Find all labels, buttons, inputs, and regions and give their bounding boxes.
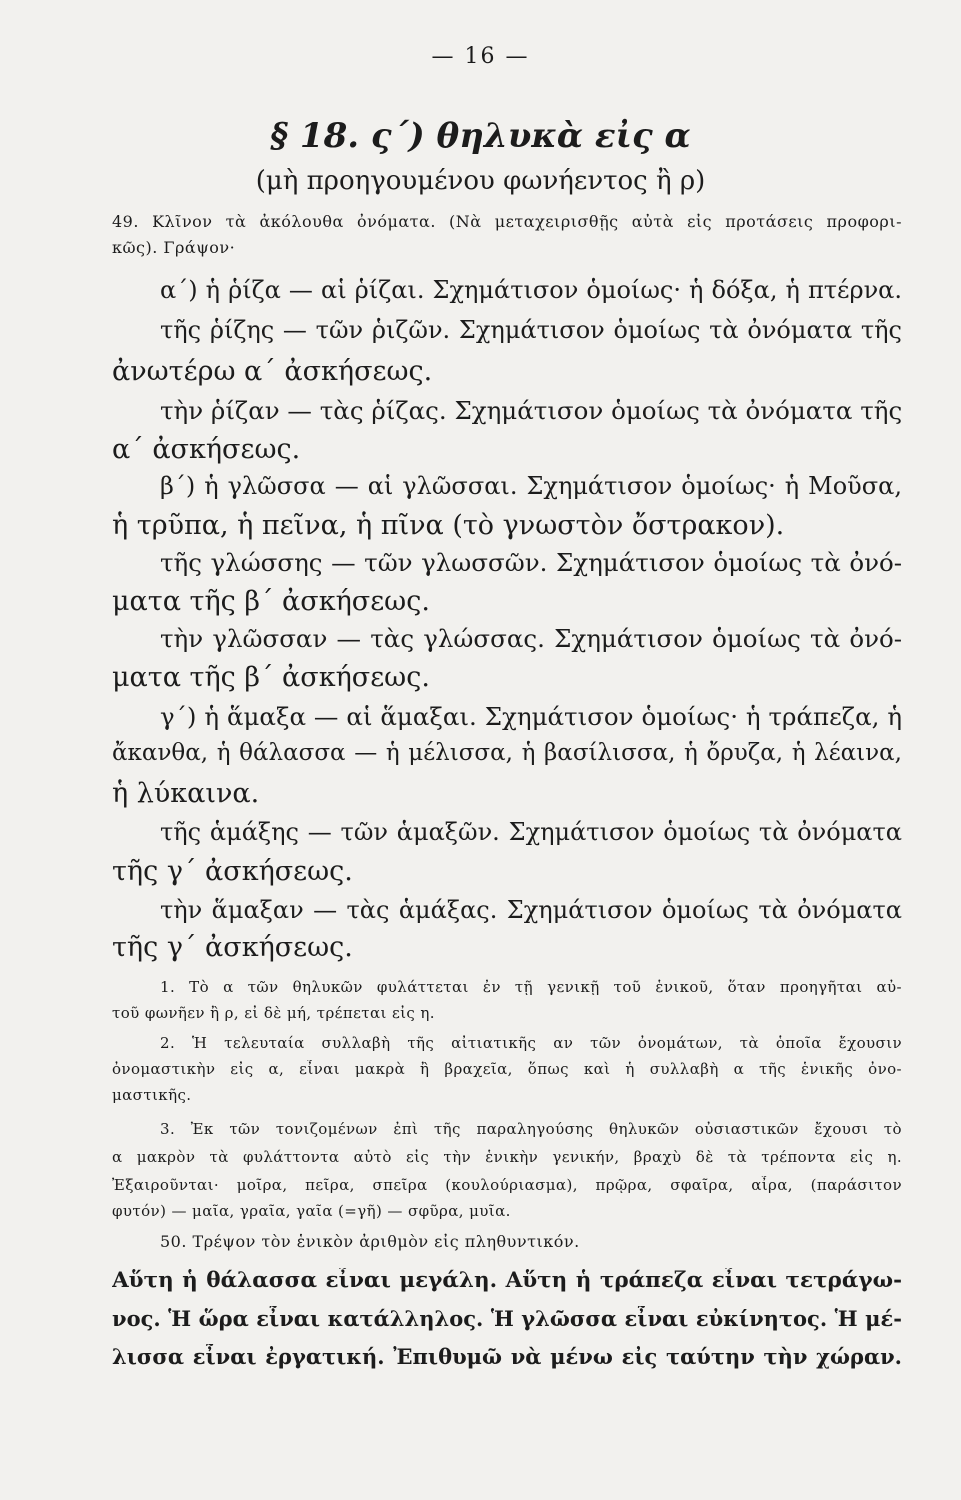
- section-subheading: (μὴ προηγουμένου φωνήεντος ἢ ρ): [255, 166, 706, 196]
- section-heading: § 18. ς´) θηλυκὰ εἰς α: [270, 116, 691, 156]
- body-line: β΄) ἡ γλῶσσα — αἱ γλῶσσαι. Σχημάτισον ὁμοίως· ἡ Μοῦσα,: [160, 472, 902, 500]
- exercise-49-intro: 49. Κλῖνον τὰ ἀκόλουθα ὀνόματα. (Νὰ μεταχειρισθῇς αὐτὰ εἰς προτάσεις προφορι-: [112, 212, 902, 231]
- body-line: τὴν ῥίζαν — τὰς ῥίζας. Σχημάτισον ὁμοίως τὰ ὀνόματα τῆς: [160, 396, 902, 425]
- footnote-line: 3. Ἐκ τῶν τονιζομένων ἐπὶ τῆς παραληγούσης θηλυκῶν οὐσιαστικῶν ἔχουσι τὸ: [160, 1120, 902, 1138]
- exercise-49-intro: κῶς). Γράψον·: [112, 238, 236, 257]
- body-line: τὴν γλῶσσαν — τὰς γλώσσας. Σχημάτισον ὁμοίως τὰ ὀνό-: [160, 624, 902, 653]
- body-line: τῆς γλώσσης — τῶν γλωσσῶν. Σχημάτισον ὁμοίως τὰ ὀνό-: [160, 548, 902, 577]
- body-line: ματα τῆς β΄ ἀσκήσεως.: [112, 662, 430, 693]
- page-number: — 16 —: [431, 44, 530, 69]
- body-line: ματα τῆς β΄ ἀσκήσεως.: [112, 586, 430, 617]
- footnote-line: ὀνομαστικὴν εἰς α, εἶναι μακρὰ ἢ βραχεῖα, ὅπως καὶ ἡ συλλαβὴ α τῆς ἑνικῆς ὀνο-: [112, 1060, 902, 1078]
- footnote-line: Ἐξαιροῦνται· μοῖρα, πεῖρα, σπεῖρα (κουλούριασμα), πρῷρα, σφαῖρα, αἶρα, (παράσιτον: [112, 1176, 902, 1194]
- footnote-line: 2. Ἡ τελευταία συλλαβὴ τῆς αἰτιατικῆς αν τῶν ὀνομάτων, τὰ ὁποῖα ἔχουσιν: [160, 1034, 902, 1052]
- body-line: ἀνωτέρω α΄ ἀσκήσεως.: [112, 356, 433, 387]
- footnote-line: 1. Τὸ α τῶν θηλυκῶν φυλάττεται ἐν τῇ γενικῇ τοῦ ἑνικοῦ, ὅταν προηγῆται αὐ-: [160, 978, 902, 996]
- exercise-50-line: Αὕτη ἡ θάλασσα εἶναι μεγάλη. Αὕτη ἡ τράπεζα εἶναι τετράγω-: [112, 1268, 902, 1293]
- footnote-line: α μακρὸν τὰ φυλάττοντα αὐτὸ εἰς τὴν ἑνικὴν γενικήν, βραχὺ δὲ τὰ τρέποντα εἰς η.: [112, 1148, 902, 1166]
- body-line: ἡ τρῦπα, ἡ πεῖνα, ἡ πῖνα (τὸ γνωστὸν ὄστρακον).: [112, 510, 785, 541]
- exercise-50-line: λισσα εἶναι ἐργατική. Ἐπιθυμῶ νὰ μένω εἰς ταύτην τὴν χώραν.: [112, 1344, 902, 1369]
- body-line: τῆς ἁμάξης — τῶν ἁμαξῶν. Σχημάτισον ὁμοίως τὰ ὀνόματα: [160, 818, 902, 846]
- body-line: τῆς γ΄ ἀσκήσεως.: [112, 932, 353, 963]
- footnote-line: μαστικῆς.: [112, 1086, 192, 1104]
- body-line: τὴν ἅμαξαν — τὰς ἁμάξας. Σχημάτισον ὁμοίως τὰ ὀνόματα: [160, 896, 902, 924]
- body-line: γ΄) ἡ ἅμαξα — αἱ ἅμαξαι. Σχημάτισον ὁμοίως· ἡ τράπεζα, ἡ: [160, 702, 902, 731]
- body-line: ἄκανθα, ἡ θάλασσα — ἡ μέλισσα, ἡ βασίλισσα, ἡ ὄρυζα, ἡ λέαινα,: [112, 740, 902, 766]
- footnote-line: φυτόν) — μαῖα, γραῖα, γαῖα (=γῆ) — σφῦρα, μυῖα.: [112, 1202, 511, 1220]
- body-line: α΄ ἀσκήσεως.: [112, 434, 301, 465]
- exercise-50-intro: 50. Τρέψον τὸν ἑνικὸν ἀριθμὸν εἰς πληθυντικόν.: [160, 1232, 580, 1251]
- exercise-50-line: νος. Ἡ ὥρα εἶναι κατάλληλος. Ἡ γλῶσσα εἶναι εὐκίνητος. Ἡ μέ-: [112, 1306, 902, 1331]
- body-line: τῆς ῥίζης — τῶν ῥιζῶν. Σχημάτισον ὁμοίως τὰ ὀνόματα τῆς: [160, 316, 902, 344]
- body-line: ἡ λύκαινα.: [112, 778, 260, 809]
- body-line: τῆς γ΄ ἀσκήσεως.: [112, 856, 353, 887]
- body-line: α΄) ἡ ῥίζα — αἱ ῥίζαι. Σχημάτισον ὁμοίως· ἡ δόξα, ἡ πτέρνα.: [160, 276, 902, 304]
- footnote-line: τοῦ φωνῆεν ἢ ρ, εἰ δὲ μή, τρέπεται εἰς η.: [112, 1004, 435, 1022]
